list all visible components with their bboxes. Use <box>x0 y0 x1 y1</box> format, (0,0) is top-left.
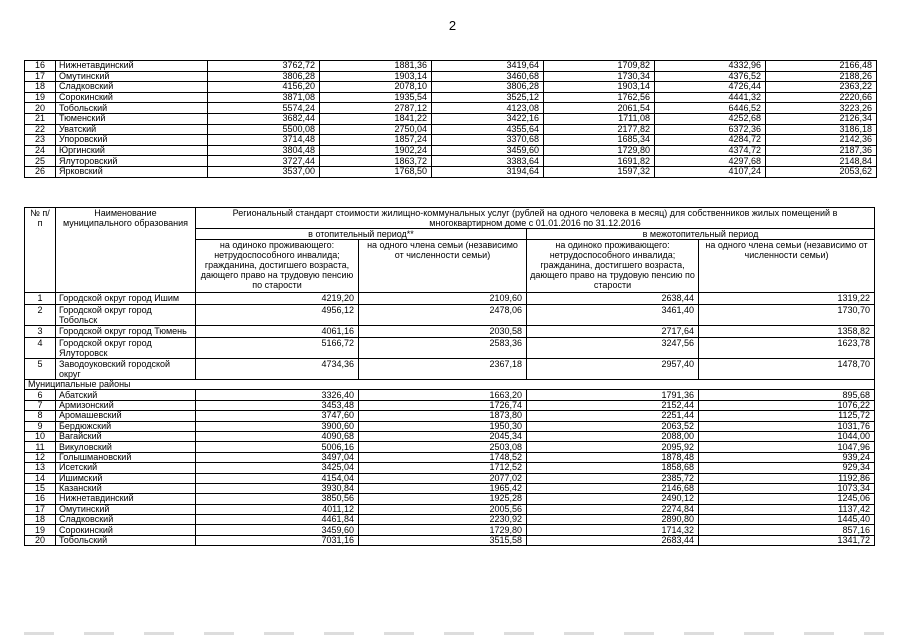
cell-name: Армизонский <box>56 400 196 410</box>
table-row <box>25 124 877 135</box>
cell-value: 857,16 <box>699 525 875 535</box>
cell-value: 1748,52 <box>359 452 527 462</box>
cell-value: 5166,72 <box>196 338 359 359</box>
cell-value: 3370,68 <box>432 135 544 146</box>
cell-value: 2152,44 <box>527 400 699 410</box>
cell-value: 2177,82 <box>544 124 655 135</box>
cell-value: 6446,52 <box>655 103 766 114</box>
cell-value: 2274,84 <box>527 504 699 514</box>
cell-value: 2230,92 <box>359 515 527 525</box>
table-main <box>24 207 875 546</box>
cell-value: 2005,56 <box>359 504 527 514</box>
cell-value: 1073,34 <box>699 483 875 493</box>
cell-value: 3459,60 <box>432 145 544 156</box>
cell-num: 25 <box>25 156 56 167</box>
cell-num: 21 <box>25 113 56 124</box>
header-member-heating: на одного члена семьи (независимо от численности семьи) <box>359 240 527 293</box>
cell-value: 3806,28 <box>208 71 320 82</box>
cell-name: Вагайский <box>56 431 196 441</box>
cell-value: 3194,64 <box>432 166 544 177</box>
cell-value: 2385,72 <box>527 473 699 483</box>
cell-num: 24 <box>25 145 56 156</box>
cell-value: 1358,82 <box>699 326 875 338</box>
cell-name: Ярковский <box>56 166 208 177</box>
cell-name: Городской округ город Тюмень <box>56 326 196 338</box>
cell-value: 3247,56 <box>527 338 699 359</box>
cell-value: 4332,96 <box>655 61 766 72</box>
cell-value: 3930,84 <box>196 483 359 493</box>
cell-value: 3850,56 <box>196 494 359 504</box>
cell-value: 1341,72 <box>699 535 875 545</box>
cell-value: 1445,40 <box>699 515 875 525</box>
cell-value: 1137,42 <box>699 504 875 514</box>
cell-value: 1245,06 <box>699 494 875 504</box>
cell-value: 2957,40 <box>527 359 699 380</box>
table-row <box>25 166 877 177</box>
table-top <box>24 60 877 178</box>
cell-value: 2187,36 <box>766 145 877 156</box>
cell-num: 20 <box>25 535 56 545</box>
cell-value: 4297,68 <box>655 156 766 167</box>
cell-value: 1478,70 <box>699 359 875 380</box>
cell-value: 2717,64 <box>527 326 699 338</box>
cell-num: 9 <box>25 421 56 431</box>
cell-value: 1730,70 <box>699 305 875 326</box>
cell-value: 5500,08 <box>208 124 320 135</box>
cell-value: 2683,44 <box>527 535 699 545</box>
cell-value: 1726,74 <box>359 400 527 410</box>
table-row <box>25 390 875 400</box>
cell-value: 4726,44 <box>655 82 766 93</box>
cell-value: 3515,58 <box>359 535 527 545</box>
cell-value: 4734,36 <box>196 359 359 380</box>
cell-value: 1709,82 <box>544 61 655 72</box>
cell-name: Упоровский <box>56 135 208 146</box>
cell-num: 23 <box>25 135 56 146</box>
cell-name: Исетский <box>56 463 196 473</box>
cell-value: 3425,04 <box>196 463 359 473</box>
header-nonheating: в межотопительный период <box>527 229 875 240</box>
table-row <box>25 421 875 431</box>
cell-value: 895,68 <box>699 390 875 400</box>
cell-name: Аромашевский <box>56 411 196 421</box>
table-row <box>25 473 875 483</box>
cell-value: 3806,28 <box>432 82 544 93</box>
cell-name: Юргинский <box>56 145 208 156</box>
cell-value: 1685,34 <box>544 135 655 146</box>
cell-value: 4374,72 <box>655 145 766 156</box>
cell-name: Заводоуковский городской округ <box>56 359 196 380</box>
cell-num: 11 <box>25 442 56 452</box>
cell-num: 6 <box>25 390 56 400</box>
cell-value: 2045,34 <box>359 431 527 441</box>
cell-value: 1044,00 <box>699 431 875 441</box>
cell-value: 3727,44 <box>208 156 320 167</box>
cell-value: 2053,62 <box>766 166 877 177</box>
cell-num: 4 <box>25 338 56 359</box>
cell-value: 1712,52 <box>359 463 527 473</box>
cell-value: 2088,00 <box>527 431 699 441</box>
cell-name: Викуловский <box>56 442 196 452</box>
cell-num: 13 <box>25 463 56 473</box>
cell-num: 14 <box>25 473 56 483</box>
cell-value: 4107,24 <box>655 166 766 177</box>
cell-value: 939,24 <box>699 452 875 462</box>
table-row <box>25 431 875 441</box>
cell-value: 2490,12 <box>527 494 699 504</box>
table-row <box>25 326 875 338</box>
table-row <box>25 483 875 493</box>
cell-value: 4441,32 <box>655 92 766 103</box>
cell-name: Городской округ город Ялуторовск <box>56 338 196 359</box>
cell-value: 4154,04 <box>196 473 359 483</box>
cell-num: 8 <box>25 411 56 421</box>
cell-value: 2126,34 <box>766 113 877 124</box>
cell-num: 16 <box>25 61 56 72</box>
cell-value: 2109,60 <box>359 293 527 305</box>
cell-value: 3804,48 <box>208 145 320 156</box>
cell-value: 3747,60 <box>196 411 359 421</box>
cell-value: 1047,96 <box>699 442 875 452</box>
cell-value: 1881,36 <box>320 61 432 72</box>
cell-num: 18 <box>25 82 56 93</box>
cell-value: 4284,72 <box>655 135 766 146</box>
cell-value: 3525,12 <box>432 92 544 103</box>
cell-num: 7 <box>25 400 56 410</box>
cell-value: 1858,68 <box>527 463 699 473</box>
bottom-scan-artifact <box>24 632 884 635</box>
table-row <box>25 442 875 452</box>
cell-num: 5 <box>25 359 56 380</box>
header-single-nonheating: на одиноко проживающего: нетрудоспособного инвалида; гражданина, достигшего возраста, дающего право на трудовую пенсию по старости <box>527 240 699 293</box>
cell-value: 2251,44 <box>527 411 699 421</box>
cell-name: Омутинский <box>56 71 208 82</box>
cell-value: 3900,60 <box>196 421 359 431</box>
cell-value: 3714,48 <box>208 135 320 146</box>
cell-num: 20 <box>25 103 56 114</box>
table-row <box>25 103 877 114</box>
cell-value: 1902,24 <box>320 145 432 156</box>
cell-value: 4219,20 <box>196 293 359 305</box>
cell-name: Уватский <box>56 124 208 135</box>
cell-value: 1841,22 <box>320 113 432 124</box>
cell-value: 2146,68 <box>527 483 699 493</box>
cell-value: 2166,48 <box>766 61 877 72</box>
cell-value: 3383,64 <box>432 156 544 167</box>
cell-value: 2061,54 <box>544 103 655 114</box>
table-row <box>25 359 875 380</box>
cell-name: Омутинский <box>56 504 196 514</box>
cell-value: 4461,84 <box>196 515 359 525</box>
cell-value: 1125,72 <box>699 411 875 421</box>
cell-value: 2188,26 <box>766 71 877 82</box>
cell-value: 1863,72 <box>320 156 432 167</box>
table-row <box>25 338 875 359</box>
header-name: Наименование муниципального образования <box>56 208 196 293</box>
table-row <box>25 135 877 146</box>
cell-value: 3460,68 <box>432 71 544 82</box>
cell-value: 1711,08 <box>544 113 655 124</box>
cell-value: 1925,28 <box>359 494 527 504</box>
cell-num: 22 <box>25 124 56 135</box>
cell-name: Казанский <box>56 483 196 493</box>
table-row <box>25 411 875 421</box>
cell-num: 1 <box>25 293 56 305</box>
cell-num: 10 <box>25 431 56 441</box>
cell-name: Тобольский <box>56 535 196 545</box>
table-row <box>25 400 875 410</box>
cell-num: 2 <box>25 305 56 326</box>
cell-value: 3186,18 <box>766 124 877 135</box>
cell-value: 4061,16 <box>196 326 359 338</box>
cell-value: 4156,20 <box>208 82 320 93</box>
cell-value: 3497,04 <box>196 452 359 462</box>
table-row <box>25 515 875 525</box>
cell-value: 1663,20 <box>359 390 527 400</box>
table-row <box>25 535 875 545</box>
cell-value: 2890,80 <box>527 515 699 525</box>
cell-value: 1597,32 <box>544 166 655 177</box>
cell-value: 2220,66 <box>766 92 877 103</box>
header-standard: Региональный стандарт стоимости жилищно-коммунальных услуг (рублей на одного человека в месяц) для собственников жилых помещений в многоквартирном доме с 01.01.2016 по 31.12.2016 <box>196 208 875 229</box>
cell-value: 2503,08 <box>359 442 527 452</box>
cell-value: 2078,10 <box>320 82 432 93</box>
cell-num: 19 <box>25 525 56 535</box>
header-num: № п/п <box>25 208 56 293</box>
cell-value: 3871,08 <box>208 92 320 103</box>
table-row <box>25 156 877 167</box>
section-row <box>25 380 875 390</box>
cell-value: 2063,52 <box>527 421 699 431</box>
table-row <box>25 82 877 93</box>
cell-value: 2583,36 <box>359 338 527 359</box>
header-single-heating: на одиноко проживающего: нетрудоспособного инвалида; гражданина, достигшего возраста, дающего право на трудовую пенсию по старости <box>196 240 359 293</box>
cell-value: 1950,30 <box>359 421 527 431</box>
table-row <box>25 525 875 535</box>
cell-value: 1878,48 <box>527 452 699 462</box>
table-row <box>25 113 877 124</box>
cell-value: 1857,24 <box>320 135 432 146</box>
cell-name: Тюменский <box>56 113 208 124</box>
table-row <box>25 452 875 462</box>
cell-value: 2142,36 <box>766 135 877 146</box>
cell-num: 26 <box>25 166 56 177</box>
cell-value: 1768,50 <box>320 166 432 177</box>
cell-num: 3 <box>25 326 56 338</box>
cell-value: 1965,42 <box>359 483 527 493</box>
page-number: 2 <box>448 18 457 33</box>
table-row <box>25 145 877 156</box>
cell-value: 2638,44 <box>527 293 699 305</box>
cell-value: 2095,92 <box>527 442 699 452</box>
cell-num: 15 <box>25 483 56 493</box>
cell-num: 17 <box>25 71 56 82</box>
cell-value: 2077,02 <box>359 473 527 483</box>
cell-name: Ишимский <box>56 473 196 483</box>
header-member-nonheating: на одного члена семьи (независимо от численности семьи) <box>699 240 875 293</box>
cell-value: 3422,16 <box>432 113 544 124</box>
cell-value: 1319,22 <box>699 293 875 305</box>
header-heating: в отопительный период** <box>196 229 527 240</box>
cell-name: Сорокинский <box>56 525 196 535</box>
cell-value: 2787,12 <box>320 103 432 114</box>
table-row <box>25 463 875 473</box>
cell-value: 6372,36 <box>655 124 766 135</box>
cell-num: 12 <box>25 452 56 462</box>
cell-value: 4956,12 <box>196 305 359 326</box>
cell-value: 7031,16 <box>196 535 359 545</box>
cell-value: 1730,34 <box>544 71 655 82</box>
cell-name: Голышмановский <box>56 452 196 462</box>
cell-value: 1714,32 <box>527 525 699 535</box>
cell-value: 5574,24 <box>208 103 320 114</box>
cell-value: 4252,68 <box>655 113 766 124</box>
cell-num: 16 <box>25 494 56 504</box>
cell-num: 18 <box>25 515 56 525</box>
table-row <box>25 504 875 514</box>
cell-name: Ялуторовский <box>56 156 208 167</box>
cell-value: 2030,58 <box>359 326 527 338</box>
cell-name: Сладковский <box>56 515 196 525</box>
cell-value: 2367,18 <box>359 359 527 380</box>
cell-value: 1903,14 <box>544 82 655 93</box>
cell-value: 3682,44 <box>208 113 320 124</box>
table-row <box>25 494 875 504</box>
table-row <box>25 92 877 103</box>
cell-value: 1691,82 <box>544 156 655 167</box>
cell-value: 1076,22 <box>699 400 875 410</box>
cell-value: 2148,84 <box>766 156 877 167</box>
cell-value: 2363,22 <box>766 82 877 93</box>
cell-value: 1903,14 <box>320 71 432 82</box>
cell-value: 1192,86 <box>699 473 875 483</box>
cell-value: 4011,12 <box>196 504 359 514</box>
cell-value: 3326,40 <box>196 390 359 400</box>
table-row <box>25 305 875 326</box>
cell-value: 3461,40 <box>527 305 699 326</box>
cell-value: 1729,80 <box>359 525 527 535</box>
cell-value: 1623,78 <box>699 338 875 359</box>
cell-value: 5006,16 <box>196 442 359 452</box>
cell-value: 1762,56 <box>544 92 655 103</box>
section-label: Муниципальные районы <box>25 380 875 390</box>
cell-name: Абатский <box>56 390 196 400</box>
cell-value: 1791,36 <box>527 390 699 400</box>
table-row <box>25 293 875 305</box>
cell-value: 3223,26 <box>766 103 877 114</box>
table-row <box>25 61 877 72</box>
cell-value: 4090,68 <box>196 431 359 441</box>
cell-value: 2478,06 <box>359 305 527 326</box>
table-row <box>25 71 877 82</box>
cell-value: 3453,48 <box>196 400 359 410</box>
cell-name: Городской округ город Тобольск <box>56 305 196 326</box>
cell-value: 929,34 <box>699 463 875 473</box>
cell-name: Городской округ город Ишим <box>56 293 196 305</box>
cell-value: 1873,80 <box>359 411 527 421</box>
cell-num: 19 <box>25 92 56 103</box>
cell-name: Нижнетавдинский <box>56 494 196 504</box>
cell-value: 1031,76 <box>699 421 875 431</box>
cell-name: Сладковский <box>56 82 208 93</box>
cell-name: Тобольский <box>56 103 208 114</box>
cell-name: Нижнетавдинский <box>56 61 208 72</box>
cell-value: 4376,52 <box>655 71 766 82</box>
cell-value: 1935,54 <box>320 92 432 103</box>
cell-value: 3459,60 <box>196 525 359 535</box>
cell-value: 4123,08 <box>432 103 544 114</box>
cell-value: 4355,64 <box>432 124 544 135</box>
cell-num: 17 <box>25 504 56 514</box>
cell-name: Сорокинский <box>56 92 208 103</box>
cell-value: 3419,64 <box>432 61 544 72</box>
cell-name: Бердюжский <box>56 421 196 431</box>
cell-value: 2750,04 <box>320 124 432 135</box>
cell-value: 3762,72 <box>208 61 320 72</box>
cell-value: 3537,00 <box>208 166 320 177</box>
cell-value: 1729,80 <box>544 145 655 156</box>
